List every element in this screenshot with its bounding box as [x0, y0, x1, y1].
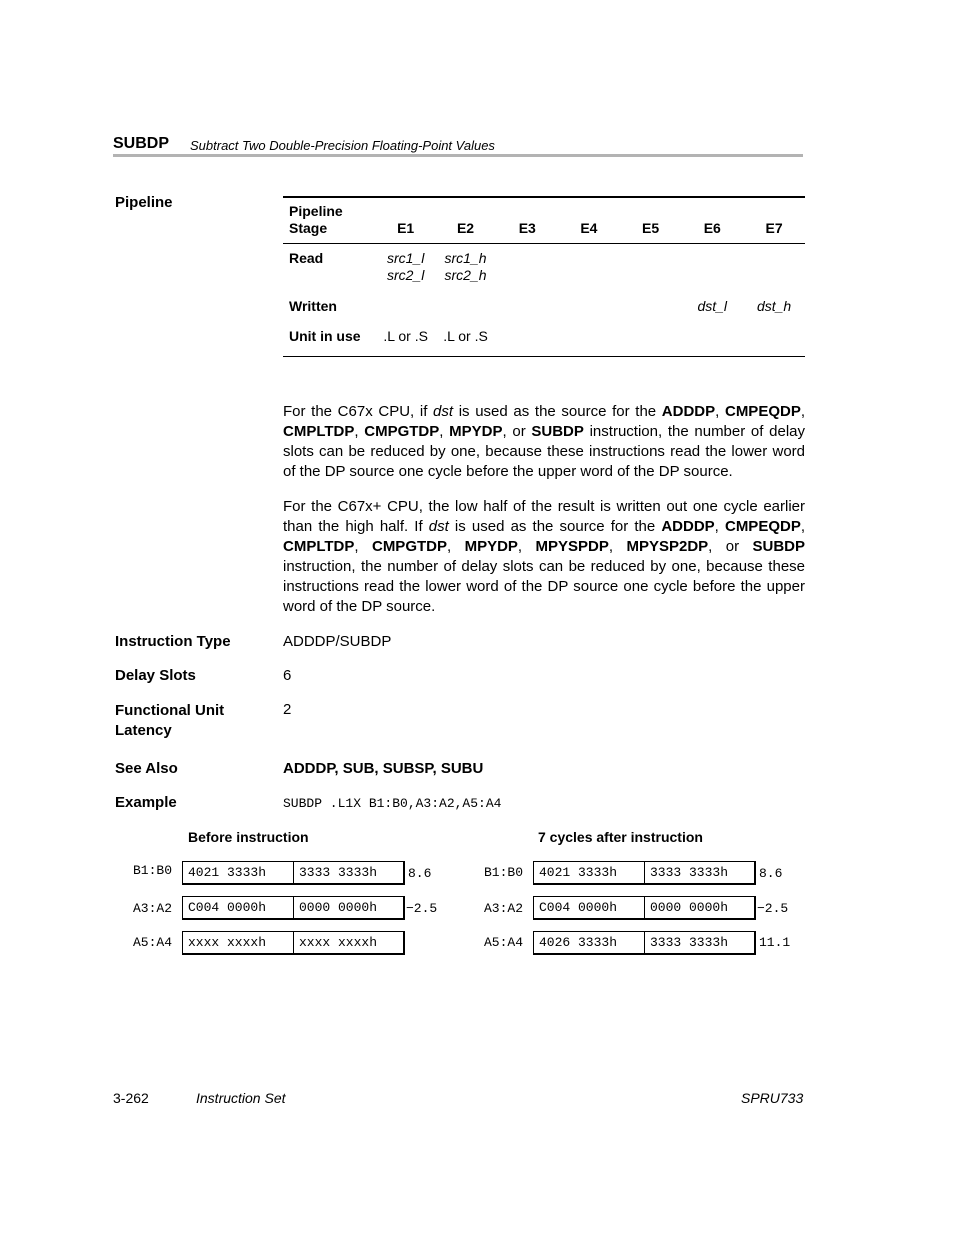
row-label: Read	[289, 250, 324, 266]
pipeline-header-row	[283, 197, 805, 244]
register-name: B1:B0	[133, 863, 173, 878]
pipeline-cell	[620, 244, 682, 291]
text-run: CMPEQDP	[724, 403, 801, 420]
cell-line: src1_l	[386, 250, 425, 266]
register-value: 8.6	[408, 866, 432, 881]
delay-slots-label: Delay Slots	[115, 667, 196, 684]
register-value: −2.5	[406, 901, 438, 916]
register-box	[182, 896, 405, 920]
c67xplus-paragraph	[283, 497, 805, 617]
text-run: MPYSPDP	[535, 538, 609, 555]
row-label: Written	[289, 298, 337, 314]
text-run: CMPEQDP	[724, 518, 801, 535]
register-high-word: C004 0000h	[188, 900, 267, 915]
col-header: E5	[642, 220, 660, 236]
label-line: Latency	[115, 722, 172, 739]
functional-unit-latency-label	[115, 701, 224, 741]
pipeline-cell	[496, 320, 558, 357]
delay-slots-value: 6	[283, 667, 292, 684]
instruction-type-label: Instruction Type	[115, 633, 231, 650]
example-label: Example	[115, 794, 177, 811]
text-run: instruction, the number of delay slots can be reduced by one, because these instructions read the lower word of the DP source one cycle before the upper word of the DP source.	[283, 558, 805, 615]
row-label: Unit in use	[289, 328, 361, 344]
register-high-word: 4021 3333h	[539, 865, 618, 880]
register-high-word: xxxx xxxxh	[188, 935, 267, 950]
register-box	[533, 896, 756, 920]
text-run: For the C67x CPU, if	[283, 403, 434, 420]
text-run: ADDDP	[661, 518, 715, 535]
page-number: 3-262	[113, 1090, 149, 1106]
pipeline-table	[283, 196, 805, 357]
pipeline-cell	[620, 290, 682, 320]
text-run: , or	[708, 538, 753, 555]
register-name: A5:A4	[484, 935, 524, 950]
register-box	[533, 931, 756, 955]
pipeline-cell	[558, 320, 620, 357]
label-line: Functional Unit	[115, 702, 225, 719]
register-value: 11.1	[759, 935, 791, 950]
pipeline-cell: dst_h	[756, 298, 792, 314]
text-run: , or	[502, 423, 532, 440]
header-rule	[113, 154, 803, 157]
pipeline-cell	[681, 320, 743, 357]
c67x-paragraph	[283, 402, 805, 482]
pipeline-cell	[435, 290, 497, 320]
col-header: E3	[518, 220, 536, 236]
text-run: ,	[800, 518, 805, 535]
text-run: SUBDP	[752, 538, 806, 555]
text-run: CMPGTDP	[364, 423, 440, 440]
register-low-word: 3333 3333h	[644, 932, 754, 953]
register-low-word: 0000 0000h	[293, 897, 403, 918]
register-name: A3:A2	[484, 901, 524, 916]
text-run: ,	[354, 538, 372, 555]
col-header: E6	[703, 220, 721, 236]
col-header: E1	[397, 220, 415, 236]
document-id: SPRU733	[741, 1090, 804, 1106]
pipeline-row-unit	[283, 320, 805, 357]
cell-line: src2_l	[386, 267, 425, 283]
text-run: SUBDP	[531, 423, 584, 440]
text-run: CMPLTDP	[283, 423, 355, 440]
text-run: For the C67x+ CPU, the low half of the result is written out one cycle earlier than the high half. If	[283, 498, 805, 535]
pipeline-cell	[496, 290, 558, 320]
text-run: MPYSP2DP	[626, 538, 709, 555]
register-box	[533, 861, 756, 885]
page-title: SUBDP	[113, 135, 170, 152]
see-also-label: See Also	[115, 760, 178, 777]
text-run: ,	[800, 403, 805, 420]
register-value: 8.6	[759, 866, 783, 881]
pipeline-cell	[743, 244, 805, 291]
pipeline-cell	[435, 244, 497, 291]
pipeline-cell: .L or .S	[383, 328, 428, 344]
stage-header-line2: Stage	[289, 220, 328, 236]
see-also-value: ADDDP, SUB, SUBSP, SUBU	[283, 760, 484, 777]
col-header: E4	[580, 220, 598, 236]
cell-line: src2_h	[444, 267, 487, 283]
text-run: ,	[517, 538, 536, 555]
text-run: is used as the source for the	[453, 403, 662, 420]
pipeline-row-read	[283, 244, 805, 291]
pipeline-cell: .L or .S	[443, 328, 488, 344]
register-high-word: 4021 3333h	[188, 865, 267, 880]
register-box	[182, 861, 405, 885]
pipeline-row-written	[283, 290, 805, 320]
stage-header-line1: Pipeline	[289, 203, 343, 219]
pipeline-label: Pipeline	[115, 194, 173, 211]
instruction-type-value: ADDDP/SUBDP	[283, 633, 392, 650]
text-run: dst	[433, 403, 454, 420]
pipeline-cell	[558, 290, 620, 320]
register-high-word: 4026 3333h	[539, 935, 618, 950]
register-name: A3:A2	[133, 901, 173, 916]
text-run: is used as the source for the	[448, 518, 662, 535]
text-run: ,	[354, 423, 365, 440]
text-run: ,	[715, 403, 725, 420]
text-run: dst	[428, 518, 449, 535]
register-low-word: 3333 3333h	[293, 862, 403, 883]
text-run: MPYDP	[449, 423, 503, 440]
text-run: ,	[446, 538, 465, 555]
register-name: A5:A4	[133, 935, 173, 950]
pipeline-cell	[743, 320, 805, 357]
register-value: −2.5	[757, 901, 789, 916]
text-run: ,	[608, 538, 627, 555]
stage-header	[283, 197, 377, 244]
cell-line: src1_h	[444, 250, 487, 266]
register-low-word: 3333 3333h	[644, 862, 754, 883]
register-name: B1:B0	[484, 865, 524, 880]
text-run: CMPGTDP	[371, 538, 447, 555]
text-run: ,	[439, 423, 450, 440]
pipeline-cell	[620, 320, 682, 357]
pipeline-cell	[377, 244, 435, 291]
col-header: E7	[765, 220, 783, 236]
after-heading: 7 cycles after instruction	[538, 829, 703, 845]
text-run: instruction, the number of delay slots can be reduced by one, because these instructions read the lower word of the DP source one cycle before the upper word of the DP source.	[283, 423, 806, 480]
text-run: MPYDP	[464, 538, 518, 555]
pipeline-cell	[496, 244, 558, 291]
example-code: SUBDP .L1X B1:B0,A3:A2,A5:A4	[283, 796, 502, 811]
pipeline-cell	[681, 244, 743, 291]
pipeline-cell	[558, 244, 620, 291]
text-run: CMPLTDP	[283, 538, 355, 555]
pipeline-cell	[377, 290, 435, 320]
register-low-word: 0000 0000h	[644, 897, 754, 918]
functional-unit-latency-value: 2	[283, 701, 292, 718]
before-heading: Before instruction	[188, 829, 309, 845]
col-header: E2	[456, 220, 475, 236]
register-low-word: xxxx xxxxh	[293, 932, 403, 953]
page-subtitle: Subtract Two Double-Precision Floating-Point Values	[190, 138, 495, 153]
text-run: ,	[714, 518, 725, 535]
text-run: ADDDP	[661, 403, 716, 420]
register-box	[182, 931, 405, 955]
footer-section: Instruction Set	[196, 1090, 286, 1106]
register-high-word: C004 0000h	[539, 900, 618, 915]
pipeline-cell: dst_l	[697, 298, 728, 314]
